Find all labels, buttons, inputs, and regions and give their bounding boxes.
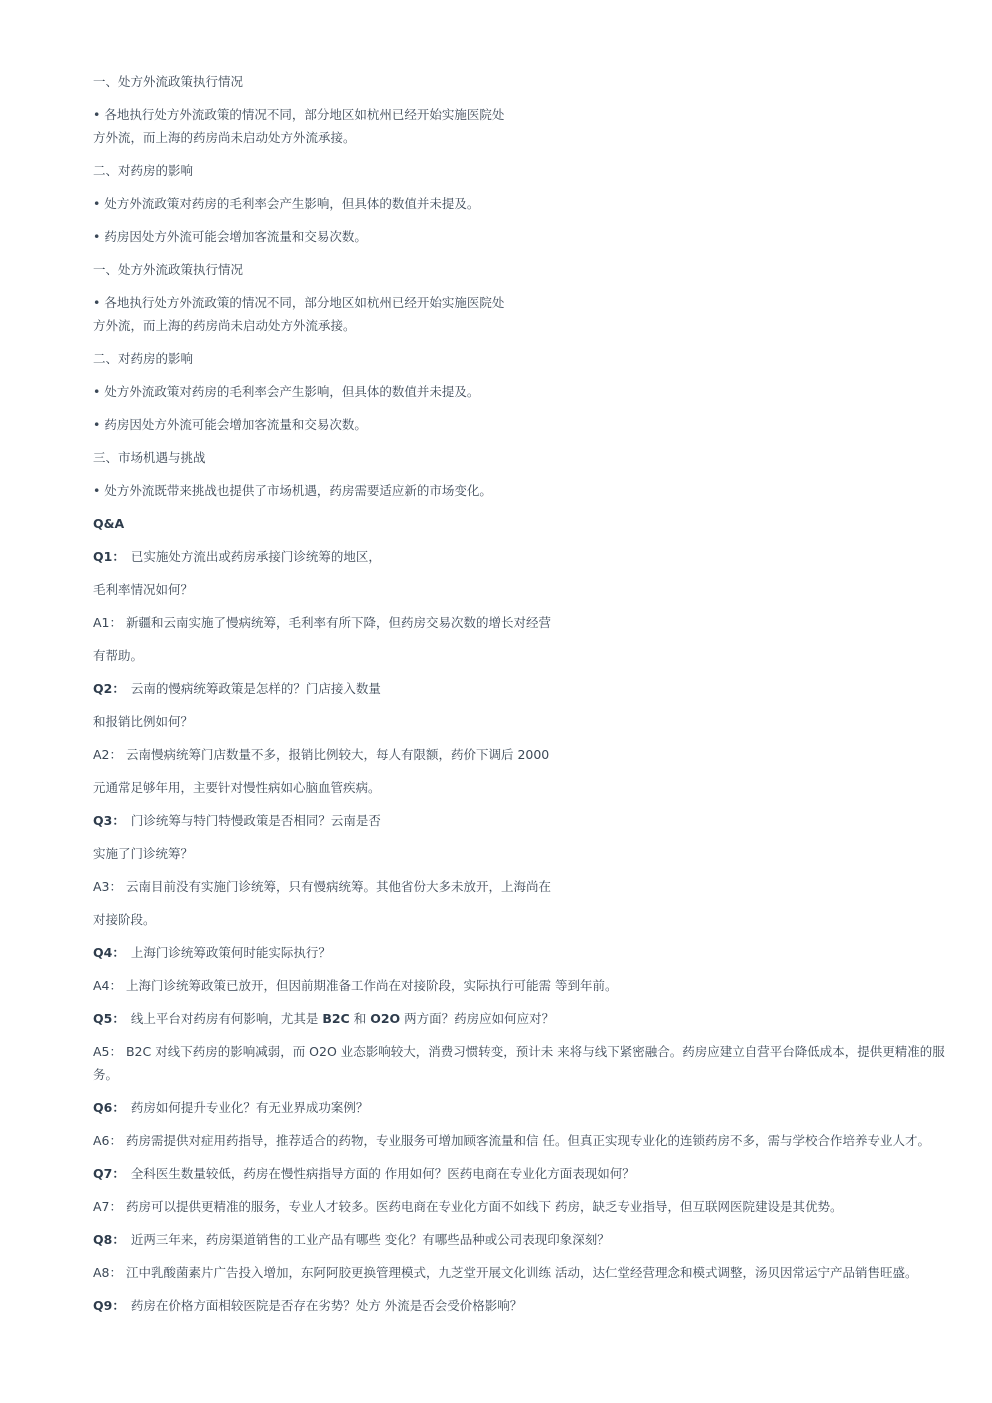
- question-1-continuation: 毛利率情况如何？: [93, 582, 194, 597]
- bullet-point: • 药房因处方外流可能会增加客流量和交易次数。: [93, 229, 367, 244]
- question-label: Q5：: [93, 1011, 125, 1026]
- section-heading: 一、处方外流政策执行情况: [93, 74, 244, 89]
- bullet-point: • 处方外流既带来挑战也提供了市场机遇，药房需要适应新的市场变化。: [93, 483, 492, 498]
- bullet-point: • 处方外流政策对药房的毛利率会产生影响，但具体的数值并未提及。: [93, 384, 480, 399]
- answer-6: A6： 药房需提供对症用药指导，推荐适合的药物，专业服务可增加顾客流量和信 任。但真正实现专业化的连锁药房不多，需与学校合作培养专业人才。: [93, 1133, 930, 1148]
- question-label: Q6：: [93, 1100, 125, 1115]
- section-heading: 一、处方外流政策执行情况: [93, 262, 244, 277]
- question-label: Q7：: [93, 1166, 125, 1181]
- document-body: [93, 70, 945, 1327]
- question-label: Q4：: [93, 945, 125, 960]
- question-2-continuation: 和报销比例如何？: [93, 714, 194, 729]
- answer-2-continuation: 元通常足够年用，主要针对慢性病如心脑血管疾病。: [93, 780, 381, 795]
- question-text: 门诊统筹与特门特慢政策是否相同？云南是否: [130, 813, 381, 828]
- question-1: [93, 545, 945, 568]
- answer-3-continuation: 对接阶段。: [93, 912, 156, 927]
- question-label: Q9：: [93, 1298, 125, 1313]
- question-text: 药房在价格方面相较医院是否存在劣势？处方 外流是否会受价格影响？: [130, 1298, 523, 1313]
- bullet-point: • 处方外流政策对药房的毛利率会产生影响，但具体的数值并未提及。: [93, 196, 480, 211]
- question-4: [93, 941, 945, 964]
- question-label: Q2：: [93, 681, 125, 696]
- bullet-point: • 各地执行处方外流政策的情况不同，部分地区如杭州已经开始实施医院处: [93, 107, 505, 122]
- question-label: Q8：: [93, 1232, 125, 1247]
- qa-heading: Q&A: [93, 516, 125, 531]
- question-text: 近两三年来，药房渠道销售的工业产品有哪些 变化？有哪些品种或公司表现印象深刻？: [130, 1232, 610, 1247]
- bullet-continuation: 方外流，而上海的药房尚未启动处方外流承接。: [93, 130, 356, 145]
- answer-1-continuation: 有帮助。: [93, 648, 144, 663]
- answer-2: A2： 云南慢病统筹门店数量不多，报销比例较大，每人有限额，药价下调后 2000: [93, 747, 550, 762]
- question-text: 已实施处方流出或药房承接门诊统筹的地区，: [130, 549, 381, 564]
- question-3: [93, 809, 945, 832]
- answer-3: A3： 云南目前没有实施门诊统筹，只有慢病统筹。其他省份大多未放开，上海尚在: [93, 879, 551, 894]
- section-heading: 三、市场机遇与挑战: [93, 450, 206, 465]
- bullet-point: • 各地执行处方外流政策的情况不同，部分地区如杭州已经开始实施医院处: [93, 295, 505, 310]
- question-label: Q3：: [93, 813, 125, 828]
- question-text: 云南的慢病统筹政策是怎样的？门店接入数量: [130, 681, 381, 696]
- question-8: [93, 1228, 945, 1251]
- answer-5: A5： B2C 对线下药房的影响减弱，而 O2O 业态影响较大，消费习惯转变，预计未 来将与线下紧密融合。药房应建立自营平台降低成本，提供更精准的服务。: [93, 1044, 945, 1082]
- answer-7: A7： 药房可以提供更精准的服务，专业人才较多。医药电商在专业化方面不如线下 药房，缺乏专业指导，但互联网医院建设是其优势。: [93, 1199, 843, 1214]
- question-text: 药房如何提升专业化？有无业界成功案例？: [130, 1100, 369, 1115]
- question-text: 线上平台对药房有何影响，尤其是: [130, 1011, 319, 1026]
- question-text: 两方面？药房应如何应对？: [404, 1011, 555, 1026]
- answer-8: A8： 江中乳酸菌素片广告投入增加，东阿阿胶更换管理模式，九芝堂开展文化训练 活动，达仁堂经营理念和模式调整，汤贝因常运宁产品销售旺盛。: [93, 1265, 918, 1280]
- answer-1: A1： 新疆和云南实施了慢病统筹，毛利率有所下降，但药房交易次数的增长对经营: [93, 615, 551, 630]
- question-9: [93, 1294, 945, 1317]
- question-7: [93, 1162, 945, 1185]
- section-heading: 二、对药房的影响: [93, 163, 194, 178]
- answer-4: A4： 上海门诊统筹政策已放开，但因前期准备工作尚在对接阶段，实际执行可能需 等到年前。: [93, 978, 618, 993]
- question-text: 和: [353, 1011, 367, 1026]
- bullet-continuation: 方外流，而上海的药房尚未启动处方外流承接。: [93, 318, 356, 333]
- question-label: Q1：: [93, 549, 125, 564]
- o2o-term: O2O: [370, 1011, 401, 1026]
- question-5: [93, 1007, 945, 1030]
- question-6: [93, 1096, 945, 1119]
- b2c-term: B2C: [322, 1011, 350, 1026]
- question-text: 全科医生数量较低，药房在慢性病指导方面的 作用如何？医药电商在专业化方面表现如何？: [130, 1166, 635, 1181]
- question-3-continuation: 实施了门诊统筹？: [93, 846, 194, 861]
- question-text: 上海门诊统筹政策何时能实际执行？: [130, 945, 331, 960]
- question-2: [93, 677, 945, 700]
- bullet-point: • 药房因处方外流可能会增加客流量和交易次数。: [93, 417, 367, 432]
- section-heading: 二、对药房的影响: [93, 351, 194, 366]
